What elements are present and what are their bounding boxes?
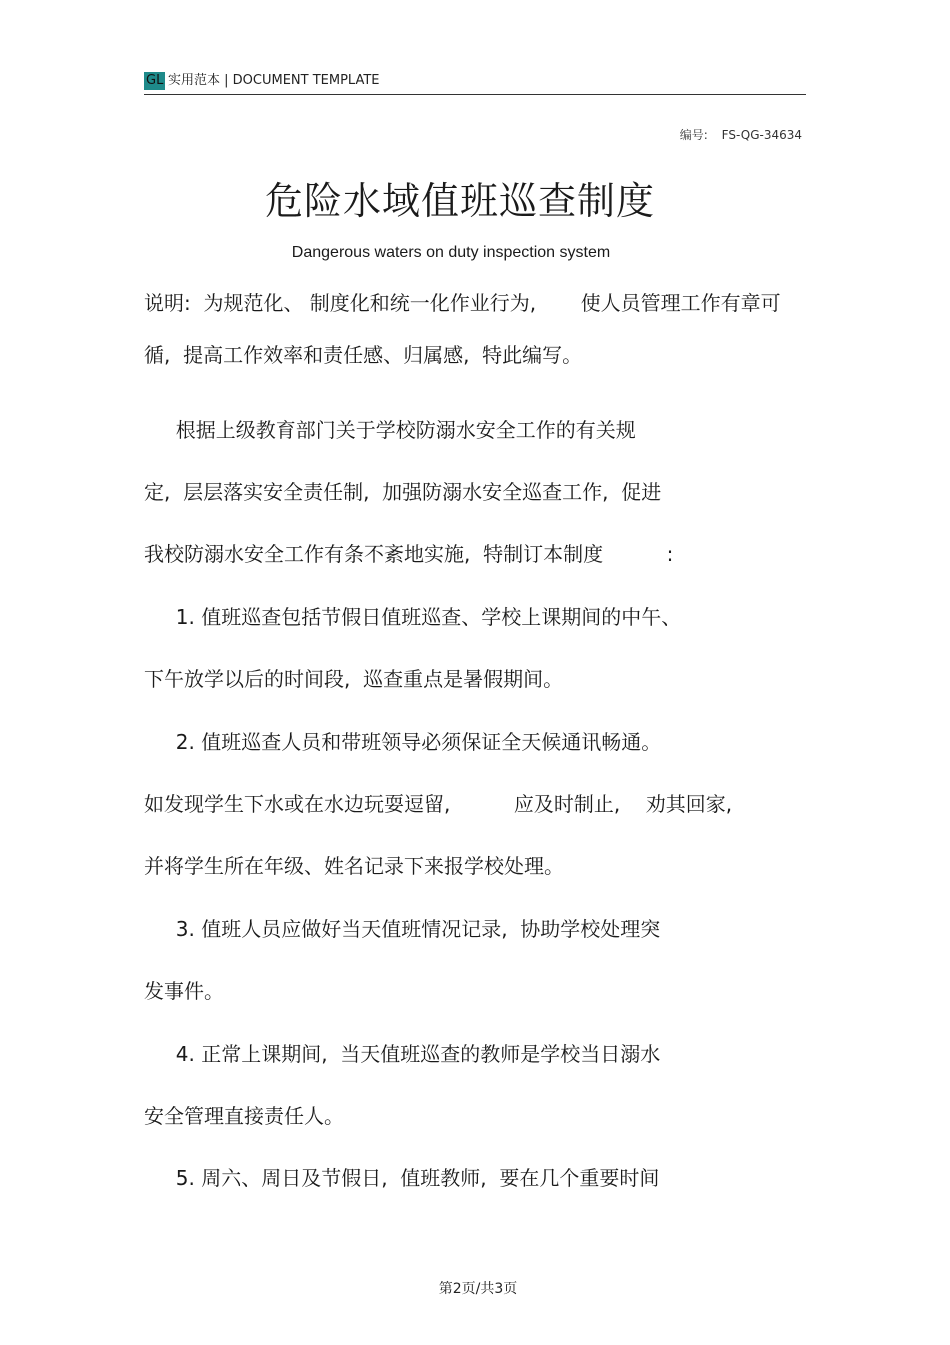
- page-header: [144, 70, 806, 95]
- page-subtitle: Dangerous waters on duty inspection system: [291, 244, 611, 261]
- document-number-value: FS-QG-34634: [721, 128, 802, 142]
- document-number-label: 编号:: [679, 128, 708, 142]
- body-line: 并将学生所在年级、姓名记录下来报学校处理。: [144, 854, 564, 878]
- document-number: [670, 126, 802, 143]
- body-line: 5. 周六、周日及节假日, 值班教师, 要在几个重要时间: [144, 1166, 660, 1190]
- body-line: 4. 正常上课期间, 当天值班巡查的教师是学校当日溺水: [144, 1042, 661, 1066]
- body-line: 说明: 为规范化、 制度化和统一化作业行为, 使人员管理工作有章可: [144, 291, 781, 315]
- header-text: 实用范本 | DOCUMENT TEMPLATE: [168, 73, 380, 88]
- page-title: 危险水域值班巡查制度: [264, 179, 655, 223]
- body-line: 3. 值班人员应做好当天值班情况记录, 协助学校处理突: [144, 917, 661, 941]
- body-line: 我校防溺水安全工作有条不紊地实施, 特制订本制度 :: [144, 542, 674, 566]
- body-line: 2. 值班巡查人员和带班领导必须保证全天候通讯畅通。: [144, 730, 662, 754]
- body-line: 安全管理直接责任人。: [144, 1104, 344, 1128]
- header-logo: GL: [146, 73, 164, 88]
- body-line: 定, 层层落实安全责任制, 加强防溺水安全巡查工作, 促进: [144, 480, 662, 504]
- body-line: 下午放学以后的时间段, 巡查重点是暑假期间。: [144, 667, 564, 691]
- body-line: 根据上级教育部门关于学校防溺水安全工作的有关规: [144, 418, 636, 442]
- page-footer: 第2页/共3页: [438, 1281, 518, 1297]
- body-line: 1. 值班巡查包括节假日值班巡查、学校上课期间的中午、: [144, 605, 682, 629]
- body-line: 如发现学生下水或在水边玩耍逗留, 应及时制止, 劝其回家,: [144, 792, 733, 816]
- body-line: 循, 提高工作效率和责任感、归属感, 特此编写。: [144, 343, 583, 367]
- body-line: 发事件。: [144, 979, 224, 1003]
